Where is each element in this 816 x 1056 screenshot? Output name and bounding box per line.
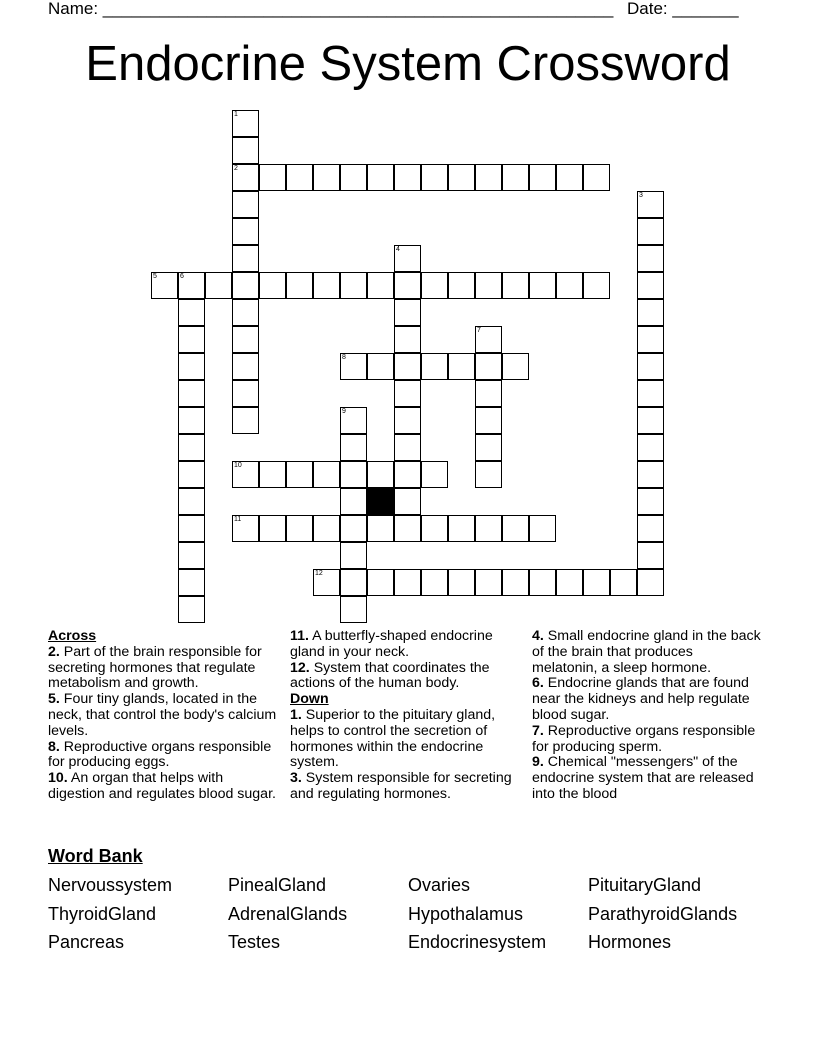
grid-cell[interactable] xyxy=(313,461,340,488)
grid-cell[interactable] xyxy=(637,245,664,272)
grid-cell[interactable] xyxy=(394,164,421,191)
grid-cell[interactable] xyxy=(178,596,205,623)
name-field[interactable]: Name: ______________________________________________________ xyxy=(48,0,614,18)
clue-number: 11 xyxy=(234,516,242,523)
grid-cell[interactable] xyxy=(394,515,421,542)
clue-across-5: 5. Four tiny glands, located in the neck, that control the body's calcium levels. xyxy=(48,691,277,739)
grid-cell[interactable] xyxy=(232,110,259,137)
word-bank-item: PituitaryGland xyxy=(588,875,702,895)
word-bank-item: Nervoussystem xyxy=(48,875,173,895)
page-title: Endocrine System Crossword xyxy=(85,37,731,91)
grid-cell[interactable] xyxy=(178,515,205,542)
grid-cell[interactable] xyxy=(502,569,529,596)
grid-cell[interactable] xyxy=(637,542,664,569)
grid-cell[interactable] xyxy=(232,299,259,326)
grid-cell[interactable] xyxy=(637,353,664,380)
grid-cell[interactable] xyxy=(475,326,502,353)
grid-cell[interactable] xyxy=(178,272,205,299)
clue-down-9: 9. Chemical "messengers" of the endocrine system that are released into the blood xyxy=(532,754,754,802)
clue-down-3: 3. System responsible for secreting and regulating hormones. xyxy=(290,770,512,802)
grid-cell[interactable] xyxy=(151,272,178,299)
clue-across-12: 12. System that coordinates the actions of the human body. xyxy=(290,659,490,692)
grid-cell[interactable] xyxy=(367,461,394,488)
grid-cell[interactable] xyxy=(205,272,232,299)
grid-cell[interactable] xyxy=(232,272,259,299)
word-bank-item: PinealGland xyxy=(228,875,327,895)
grid-cell[interactable] xyxy=(340,569,367,596)
grid-cell[interactable] xyxy=(232,380,259,407)
grid-cell[interactable] xyxy=(502,272,529,299)
grid-cell[interactable] xyxy=(232,461,259,488)
grid-cell[interactable] xyxy=(394,461,421,488)
grid-cell[interactable] xyxy=(394,488,421,515)
header xyxy=(48,0,748,18)
grid-cell[interactable] xyxy=(529,272,556,299)
grid-cell[interactable] xyxy=(448,272,475,299)
grid-cell[interactable] xyxy=(394,353,421,380)
grid-cell[interactable] xyxy=(178,434,205,461)
grid-cell[interactable] xyxy=(286,461,313,488)
grid-cell[interactable] xyxy=(475,434,502,461)
grid-cell[interactable] xyxy=(286,164,313,191)
grid-cell[interactable] xyxy=(475,164,502,191)
grid-cell[interactable] xyxy=(232,245,259,272)
grid-cell[interactable] xyxy=(583,569,610,596)
clue-number: 9 xyxy=(342,408,346,415)
grid-cell[interactable] xyxy=(637,515,664,542)
clue-number: 5 xyxy=(153,273,157,280)
grid-cell[interactable] xyxy=(394,434,421,461)
clue-column-1 xyxy=(48,629,280,803)
grid-cell[interactable] xyxy=(259,272,286,299)
clue-column-3 xyxy=(532,629,762,803)
word-bank-item: Testes xyxy=(228,932,281,952)
down-heading: Down xyxy=(290,691,329,708)
clue-across-2: 2. Part of the brain responsible for secreting hormones that regulate metabolism and growth. xyxy=(48,643,262,692)
grid-cell[interactable] xyxy=(502,353,529,380)
clue-across-11: 11. A butterfly-shaped endocrine gland in your neck. xyxy=(290,628,493,660)
grid-cell[interactable] xyxy=(637,326,664,353)
grid-cell[interactable] xyxy=(178,353,205,380)
grid-cell[interactable] xyxy=(475,515,502,542)
clue-across-8: 8. Reproductive organs responsible for producing eggs. xyxy=(48,738,272,771)
grid-cell[interactable] xyxy=(394,299,421,326)
grid-cell[interactable] xyxy=(178,569,205,596)
grid-cell[interactable] xyxy=(259,164,286,191)
grid-cell[interactable] xyxy=(421,353,448,380)
grid-cell[interactable] xyxy=(340,407,367,434)
grid-cell[interactable] xyxy=(313,515,340,542)
grid-cell[interactable] xyxy=(421,515,448,542)
grid-cell[interactable] xyxy=(340,596,367,623)
grid-cell[interactable] xyxy=(529,569,556,596)
grid-cell[interactable] xyxy=(367,164,394,191)
grid-cell[interactable] xyxy=(232,515,259,542)
grid-cell[interactable] xyxy=(313,164,340,191)
grid-cell[interactable] xyxy=(259,515,286,542)
grid-cell[interactable] xyxy=(637,191,664,218)
grid-cell[interactable] xyxy=(178,488,205,515)
grid-cell[interactable] xyxy=(421,164,448,191)
clue-number: 2 xyxy=(234,165,238,172)
grid-cell[interactable] xyxy=(448,353,475,380)
grid-cell[interactable] xyxy=(475,272,502,299)
grid-cell[interactable] xyxy=(475,380,502,407)
word-bank-item: Hormones xyxy=(588,932,672,952)
grid-cell-blocked xyxy=(367,488,394,515)
grid-cell[interactable] xyxy=(421,461,448,488)
grid-cell[interactable] xyxy=(394,245,421,272)
grid-cell[interactable] xyxy=(367,515,394,542)
grid-cell[interactable] xyxy=(340,461,367,488)
across-heading: Across xyxy=(48,628,97,644)
grid-cell[interactable] xyxy=(232,407,259,434)
clue-number: 4 xyxy=(396,246,400,253)
grid-cell[interactable] xyxy=(232,164,259,191)
grid-cell[interactable] xyxy=(448,164,475,191)
word-bank-item: Hypothalamus xyxy=(408,904,524,924)
grid-cell[interactable] xyxy=(475,461,502,488)
grid-cell[interactable] xyxy=(232,326,259,353)
grid-cell[interactable] xyxy=(394,569,421,596)
grid-cell[interactable] xyxy=(178,326,205,353)
grid-cell[interactable] xyxy=(232,191,259,218)
grid-cell[interactable] xyxy=(637,569,664,596)
word-bank-item: AdrenalGlands xyxy=(228,904,348,924)
grid-cell[interactable] xyxy=(637,380,664,407)
grid-cell[interactable] xyxy=(394,326,421,353)
grid-cell[interactable] xyxy=(178,542,205,569)
grid-cell[interactable] xyxy=(637,272,664,299)
word-bank-item: ParathyroidGlands xyxy=(588,904,738,924)
grid-cell[interactable] xyxy=(583,272,610,299)
word-bank-item: Ovaries xyxy=(408,875,471,895)
clue-number: 7 xyxy=(477,327,481,334)
clue-number: 8 xyxy=(342,354,346,361)
clue-column-2 xyxy=(290,629,522,803)
grid-cell[interactable] xyxy=(394,380,421,407)
grid-cell[interactable] xyxy=(556,569,583,596)
word-bank-item: Pancreas xyxy=(48,932,125,952)
date-field[interactable]: Date: _______ xyxy=(627,0,739,18)
grid-cell[interactable] xyxy=(556,272,583,299)
word-bank-item: ThyroidGland xyxy=(48,904,157,924)
clue-down-7: 7. Reproductive organs responsible for producing sperm. xyxy=(532,722,756,755)
grid-cell[interactable] xyxy=(340,164,367,191)
grid-cell[interactable] xyxy=(313,272,340,299)
clue-number: 10 xyxy=(234,462,242,469)
grid-cell[interactable] xyxy=(178,461,205,488)
grid-cell[interactable] xyxy=(637,434,664,461)
grid-cell[interactable] xyxy=(448,515,475,542)
clue-down-6: 6. Endocrine glands that are found near the kidneys and help regulate blood sugar. xyxy=(532,675,750,723)
grid-cell[interactable] xyxy=(367,353,394,380)
grid-cell[interactable] xyxy=(448,569,475,596)
grid-cell[interactable] xyxy=(610,569,637,596)
grid-cell[interactable] xyxy=(475,569,502,596)
clue-number: 1 xyxy=(234,111,238,118)
grid-cell[interactable] xyxy=(232,218,259,245)
grid-cell[interactable] xyxy=(286,272,313,299)
grid-cell[interactable] xyxy=(637,407,664,434)
grid-cell[interactable] xyxy=(475,407,502,434)
grid-cell[interactable] xyxy=(421,272,448,299)
word-bank-title: Word Bank xyxy=(48,846,143,866)
grid-cell[interactable] xyxy=(232,353,259,380)
clue-across-10: 10. An organ that helps with digestion and regulates blood sugar. xyxy=(48,770,276,802)
grid-cell[interactable] xyxy=(259,461,286,488)
grid-cell[interactable] xyxy=(637,218,664,245)
grid-cell[interactable] xyxy=(556,164,583,191)
clue-down-1: 1. Superior to the pituitary gland, helps to control the secretion of hormones within the endocrine system. xyxy=(290,706,496,771)
grid-cell[interactable] xyxy=(637,299,664,326)
grid-cell[interactable] xyxy=(286,515,313,542)
grid-cell[interactable] xyxy=(178,299,205,326)
grid-cell[interactable] xyxy=(340,488,367,515)
grid-cell[interactable] xyxy=(529,164,556,191)
grid-cell[interactable] xyxy=(637,488,664,515)
grid-cell[interactable] xyxy=(232,137,259,164)
grid-cell[interactable] xyxy=(367,569,394,596)
word-bank-item: Endocrinesystem xyxy=(408,932,547,952)
clue-number: 12 xyxy=(315,570,323,577)
clue-number: 3 xyxy=(639,192,643,199)
grid-cell[interactable] xyxy=(367,272,394,299)
grid-cell[interactable] xyxy=(502,164,529,191)
grid-cell[interactable] xyxy=(637,461,664,488)
grid-cell[interactable] xyxy=(340,272,367,299)
grid-cell[interactable] xyxy=(313,569,340,596)
clue-number: 6 xyxy=(180,273,184,280)
grid-cell[interactable] xyxy=(178,407,205,434)
grid-cell[interactable] xyxy=(340,542,367,569)
grid-cell[interactable] xyxy=(394,407,421,434)
grid-cell[interactable] xyxy=(340,515,367,542)
grid-cell[interactable] xyxy=(475,353,502,380)
grid-cell[interactable] xyxy=(340,353,367,380)
grid-cell[interactable] xyxy=(340,434,367,461)
grid-cell[interactable] xyxy=(583,164,610,191)
grid-cell[interactable] xyxy=(421,569,448,596)
grid-cell[interactable] xyxy=(529,515,556,542)
clue-down-4: 4. Small endocrine gland in the back of the brain that produces melatonin, a sleep hormone. xyxy=(532,628,761,676)
grid-cell[interactable] xyxy=(502,515,529,542)
grid-cell[interactable] xyxy=(178,380,205,407)
grid-cell[interactable] xyxy=(394,272,421,299)
